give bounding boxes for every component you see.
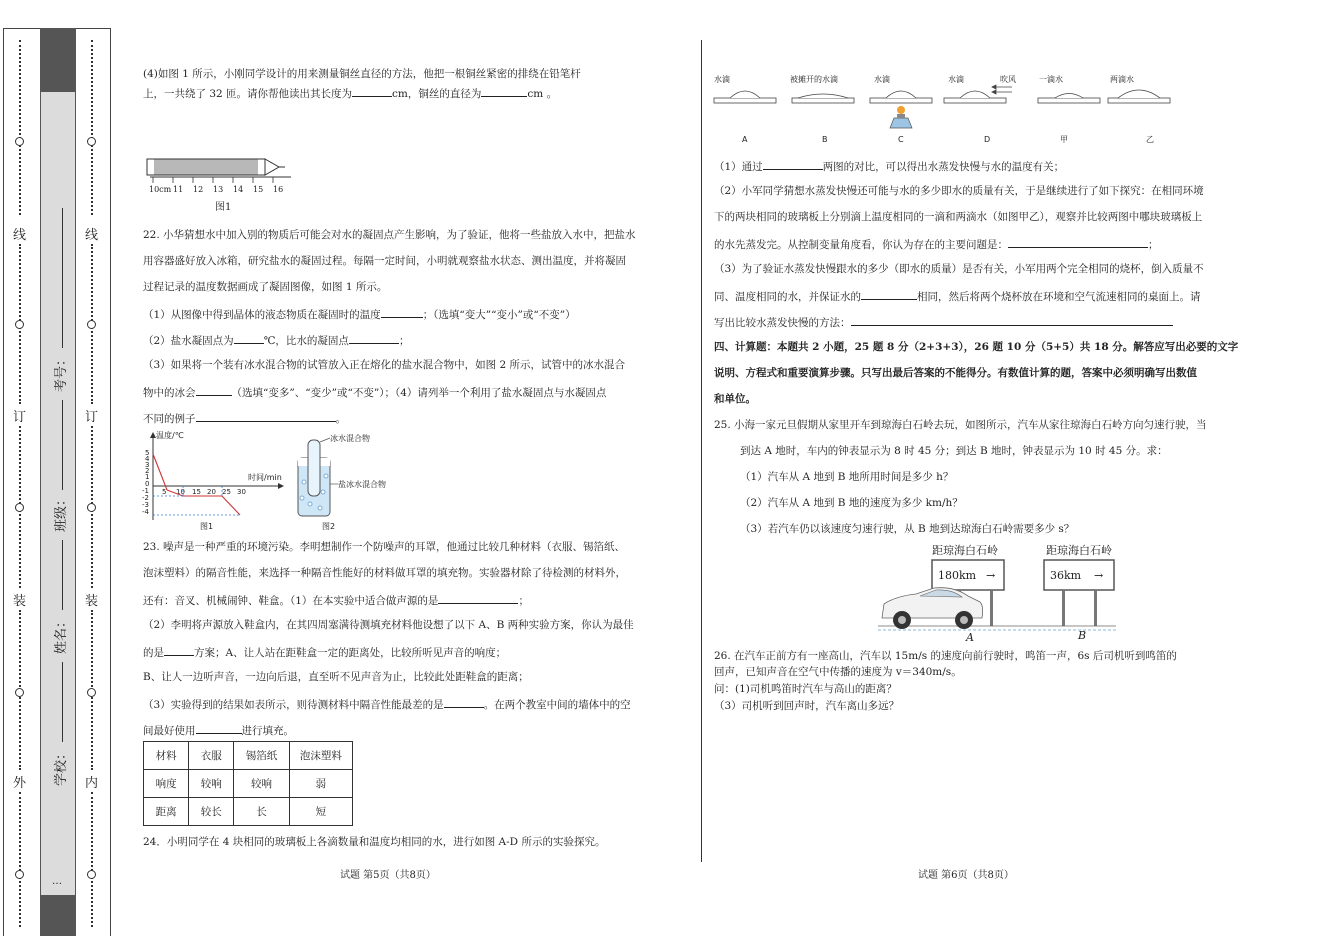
label-zhuang-inner: 装 bbox=[85, 594, 99, 609]
q23-l1: 23. 噪声是一种严重的环境污染。李明想制作一个防噪声的耳罩，他通过比较几种材料（衣服、锡箔纸、 bbox=[143, 541, 626, 553]
dotted-line bbox=[91, 792, 93, 927]
q26-l1: 26. 在汽车正前方有一座高山，汽车以 15m/s 的速度向前行驶时，鸣笛一声，6s 后司机听到鸣笛的 bbox=[714, 650, 1177, 662]
table-row bbox=[144, 770, 353, 798]
graph-caption: 图1 bbox=[200, 522, 214, 531]
binding-gray-band bbox=[40, 28, 76, 936]
table-cell: 长 bbox=[234, 798, 289, 826]
blank-q22-2b[interactable] bbox=[349, 333, 399, 344]
y-tick: 0 bbox=[145, 480, 150, 488]
x-tick: 30 bbox=[237, 488, 246, 496]
q25-s2: （2）汽车从 A 地到 B 地的速度为多少 km/h？ bbox=[740, 497, 963, 509]
label-ding-inner: 订 bbox=[85, 410, 99, 425]
q26-l2: 回声，已知声音在空气中传播的速度为 v＝340m/s。 bbox=[714, 666, 962, 678]
field-kaohao: 考号： bbox=[54, 352, 69, 392]
fig2-caption: 图2 bbox=[322, 522, 336, 531]
ruler-tick: 14 bbox=[233, 185, 244, 194]
label-wai: 外 bbox=[13, 776, 27, 791]
fig-caption: 乙 bbox=[1146, 135, 1154, 144]
table-cell: 较响 bbox=[234, 770, 289, 798]
q22-line2: 用容器盛好放入冰箱，研究盐水的凝固过程。每隔一定时间，小明就观察盐水状态、测出温度，并将凝固 bbox=[143, 255, 626, 267]
q23-l3: 还有：音叉、机械闹钟、鞋盒。（1）在本实验中适合做声源的是 ； bbox=[143, 595, 529, 607]
field-xingming-line[interactable] bbox=[62, 540, 63, 610]
x-tick: 10 bbox=[176, 488, 185, 496]
q23-l2: 泡沫塑料）的隔音性能，来选择一种隔音性能好的材料做耳罩的填充物。实验器材除了待检测的材料外， bbox=[143, 567, 626, 579]
q25-s1: （1）汽车从 A 地到 B 地所用时间是多少 h？ bbox=[740, 471, 954, 483]
fig-caption: A bbox=[742, 135, 748, 144]
q22-s2: （2）盐水凝固点为 ℃，比水的凝固点 ； bbox=[143, 335, 410, 347]
y-tick: 3 bbox=[145, 461, 150, 469]
blank-q22-2a[interactable] bbox=[234, 333, 264, 344]
field-xuexiao-line[interactable] bbox=[62, 662, 63, 742]
binding-dark-top bbox=[40, 28, 76, 92]
blank-q22-4[interactable] bbox=[196, 411, 336, 422]
q24-s2-l1: （2）小军同学猜想水蒸发快慢还可能与水的多少即水的质量有关，于是继续进行了如下探究：在相同环境 bbox=[714, 185, 1204, 197]
circle-mark bbox=[87, 688, 96, 697]
fig-top-label: 水滴 bbox=[874, 75, 890, 84]
blank-q22-1[interactable] bbox=[381, 307, 423, 318]
fig2-label-top: 冰水混合物 bbox=[330, 434, 370, 443]
point-b-label: B bbox=[1078, 629, 1087, 642]
q24-s3-l1: （3）为了验证水蒸发快慢跟水的多少（即水的质量）是否有关，小军用两个完全相同的烧杯，倒入质量不 bbox=[714, 263, 1204, 275]
fig-top-label: 一滴水 bbox=[1039, 75, 1063, 84]
table-cell: 响度 bbox=[144, 770, 189, 798]
x-tick: 15 bbox=[192, 488, 201, 496]
q25-l2: 到达 A 地时，车内的钟表显示为 8 时 45 分；到达 B 地时，钟表显示为 10 时 45 分。求： bbox=[740, 445, 1168, 457]
graph-xlabel: 时间/min bbox=[248, 473, 282, 482]
q22-line1: 22. 小华猜想水中加入别的物质后可能会对水的凝固点产生影响，为了验证，他将一些盐放入水中，把盐水 bbox=[143, 229, 636, 241]
field-xingming: 姓名： bbox=[54, 614, 69, 654]
arrow-icon: → bbox=[986, 569, 996, 582]
table-row bbox=[144, 798, 353, 826]
blank-q22-3[interactable] bbox=[196, 385, 232, 396]
label-nei: 内 bbox=[85, 776, 99, 791]
blank-q24-2[interactable] bbox=[1008, 237, 1148, 248]
column-divider bbox=[701, 40, 702, 862]
fig2-label-mid: 盐冰水混合物 bbox=[338, 480, 386, 489]
cooling-curve bbox=[153, 454, 240, 515]
table-cell: 短 bbox=[289, 798, 352, 826]
ruler-tick: 13 bbox=[213, 185, 224, 194]
section4-l2: 说明、方程式和重要演算步骤。只写出最后答案的不能得分。有数值计算的题，答案中必须明确写出数值 bbox=[714, 367, 1197, 379]
label-zhuang-outer: 装 bbox=[13, 594, 27, 609]
circle-mark bbox=[15, 137, 24, 146]
blank-q24-1[interactable] bbox=[763, 159, 823, 170]
q21-4-line1: (4)如图 1 所示，小刚同学设计的用来测量铜丝直径的方法，他把一根铜丝紧密的排绕在铅笔杆 bbox=[143, 68, 581, 80]
q25-l1: 25. 小海一家元旦假期从家里开车到琼海白石岭去玩，如图所示，汽车从家往琼海白石岭方向匀速行驶，当 bbox=[714, 419, 1207, 431]
sign-a-top: 距琼海白石岭 bbox=[932, 544, 998, 557]
blank-q23-2[interactable] bbox=[164, 645, 194, 656]
blank-q23-3[interactable] bbox=[444, 697, 484, 708]
sign-b-value: 36km bbox=[1050, 569, 1082, 582]
blank-length[interactable] bbox=[352, 86, 392, 97]
fig-top-label: 水滴 bbox=[948, 75, 964, 84]
q23-l4: （2）李明将声源放入鞋盒内，在其四周塞满待测填充材料他设想了以下 A、B 两种实验方案，你认为最佳 bbox=[143, 619, 634, 631]
blank-q23-1[interactable] bbox=[438, 593, 518, 604]
ruler-tick: 11 bbox=[173, 185, 184, 194]
y-tick: 5 bbox=[145, 449, 150, 457]
y-tick: 4 bbox=[145, 455, 150, 463]
q24-s1: （1）通过 两图的对比，可以得出水蒸发快慢与水的温度有关； bbox=[714, 161, 1065, 173]
x-tick: 25 bbox=[222, 488, 231, 496]
graph-ylabel: 温度/℃ bbox=[156, 431, 184, 440]
section4-l3: 和单位。 bbox=[714, 393, 756, 405]
q23-l7: （3）实验得到的结果如表所示，则待测材料中隔音性能最差的是 。在两个教室中间的墙体中的空 bbox=[143, 699, 631, 711]
q23-l8: 间最好使用 进行填充。 bbox=[143, 725, 294, 737]
sign-b-top: 距琼海白石岭 bbox=[1046, 544, 1112, 557]
y-tick: -3 bbox=[142, 501, 149, 509]
table-cell: 弱 bbox=[289, 770, 352, 798]
fig-caption: B bbox=[822, 135, 828, 144]
label-ding-outer: 订 bbox=[13, 410, 27, 425]
fig1-caption: 图1 bbox=[215, 202, 232, 213]
ruler-tick: 12 bbox=[193, 185, 204, 194]
table-header-cell: 衣服 bbox=[189, 742, 234, 770]
field-banji-line[interactable] bbox=[62, 400, 63, 490]
circle-mark bbox=[87, 503, 96, 512]
y-tick: -4 bbox=[142, 508, 149, 516]
evaporation-figure bbox=[712, 70, 1182, 148]
q22-s3-line3: 不同的例子 。 bbox=[143, 413, 346, 425]
materials-table bbox=[143, 741, 353, 826]
table-header-cell: 锡箔纸 bbox=[234, 742, 289, 770]
circle-mark bbox=[87, 320, 96, 329]
q22-s3-line1: （3）如果将一个装有冰水混合物的试管放入正在熔化的盐水混合物中，如图 2 所示，试管中的冰水混合 bbox=[143, 359, 626, 371]
q26-l3: 问：(1)司机鸣笛时汽车与高山的距离？ bbox=[714, 683, 897, 695]
q24-s2-l2: 下的两块相同的玻璃板上分别滴上温度相同的一滴和两滴水（如图甲乙），观察并比较两图中哪块玻璃板上 bbox=[714, 211, 1203, 223]
y-tick: -2 bbox=[142, 494, 149, 502]
y-tick: -1 bbox=[142, 487, 149, 495]
field-xuexiao: 学校： bbox=[54, 746, 69, 786]
dotted-line bbox=[19, 792, 21, 927]
point-a-label: A bbox=[966, 631, 974, 644]
table-cell: 距离 bbox=[144, 798, 189, 826]
table-header-cell: 材料 bbox=[144, 742, 189, 770]
solidification-graph bbox=[140, 428, 290, 534]
q22-s1: （1）从图像中得到晶体的液态物质在凝固时的温度 ；（选填“变大”“变小”或“不变”） bbox=[143, 309, 576, 321]
table-cell: 较响 bbox=[189, 770, 234, 798]
blow-label: 吹风 bbox=[1000, 75, 1016, 84]
blank-diameter[interactable] bbox=[481, 86, 527, 97]
blank-q24-4[interactable] bbox=[851, 315, 1173, 326]
ruler-tick: 10cm bbox=[149, 185, 172, 194]
ruler-figure bbox=[145, 155, 295, 213]
fig-caption: 甲 bbox=[1060, 135, 1068, 144]
binding-dark-bottom bbox=[40, 895, 76, 936]
q24-s2-l3: 的水先蒸发完。从控制变量角度看，你认为存在的主要问题是： ； bbox=[714, 239, 1159, 251]
circle-mark bbox=[15, 320, 24, 329]
ruler-tick: 16 bbox=[273, 185, 284, 194]
table-header-row bbox=[144, 742, 353, 770]
label-xian-inner: 线 bbox=[85, 228, 99, 243]
circle-mark bbox=[15, 870, 24, 879]
blank-q24-3[interactable] bbox=[861, 289, 917, 300]
dotted-line bbox=[19, 40, 21, 215]
fig-top-label: 水滴 bbox=[714, 75, 730, 84]
blank-q23-4[interactable] bbox=[196, 723, 242, 734]
y-tick: 1 bbox=[145, 473, 150, 481]
q22-s3-line2: 物中的冰会 （选填“变多”、“变少”或“不变”）；（4）请列举一个利用了盐水凝固点与水凝固点 bbox=[143, 387, 607, 399]
q23-l6: B、让人一边听声音，一边向后退，直至听不见声音为止，比较此处距鞋盒的距离； bbox=[143, 671, 529, 683]
circle-mark bbox=[87, 137, 96, 146]
circle-mark bbox=[87, 870, 96, 879]
footer-page6: 试题 第6页（共8页） bbox=[918, 870, 1014, 881]
q26-l4: （3）司机听到回声时，汽车离山多远？ bbox=[714, 700, 900, 712]
q24-s3-l2: 同、温度相同的水，并保证水的 相同，然后将两个烧杯放在环境和空气流速相同的桌面上。请 bbox=[714, 291, 1201, 303]
y-tick: 2 bbox=[145, 467, 150, 475]
circle-mark bbox=[15, 503, 24, 512]
circle-mark bbox=[15, 688, 24, 697]
q21-4-line2: 上，一共绕了 32 匝。请你帮他读出其长度为 cm，铜丝的直径为 cm 。 bbox=[143, 88, 558, 100]
field-banji: 班级： bbox=[54, 492, 69, 532]
road-signs-figure bbox=[876, 540, 1126, 644]
q25-s3: （3）若汽车仍以该速度匀速行驶，从 B 地到达琼海白石岭需要多少 s？ bbox=[740, 523, 1075, 535]
q24-s3-l3: 写出比较水蒸发快慢的方法： bbox=[714, 315, 1173, 330]
q22-line3: 过程记录的温度数据画成了凝固图像，如图 1 所示。 bbox=[143, 281, 388, 293]
footer-page5: 试题 第5页（共8页） bbox=[340, 870, 436, 881]
q23-l5: 的是 方案；A、让人站在距鞋盒一定的距离处，比较所听见声音的响度； bbox=[143, 647, 507, 659]
dotted-line bbox=[91, 40, 93, 215]
table-cell: 较长 bbox=[189, 798, 234, 826]
fig-caption: C bbox=[898, 135, 904, 144]
field-kaohao-line[interactable] bbox=[62, 208, 63, 348]
section4-l1: 四、计算题：本题共 2 小题，25 题 8 分（2+3+3），26 题 10 分（5+5）共 18 分。解答应写出必要的文字 bbox=[714, 341, 1239, 353]
table-header-cell: 泡沫塑料 bbox=[289, 742, 352, 770]
sign-a-value: 180km bbox=[938, 569, 977, 582]
dots: … bbox=[52, 876, 62, 887]
x-tick: 5 bbox=[162, 488, 167, 496]
label-xian-outer: 线 bbox=[13, 228, 27, 243]
ruler-tick: 15 bbox=[253, 185, 264, 194]
fig-caption: D bbox=[984, 135, 991, 144]
fig-top-label: 两滴水 bbox=[1110, 75, 1134, 84]
x-tick: 20 bbox=[207, 488, 216, 496]
beaker-figure bbox=[290, 432, 400, 534]
arrow-icon: → bbox=[1094, 569, 1104, 582]
fig-top-label: 被摊开的水滴 bbox=[790, 75, 838, 84]
q24-l1: 24．小明同学在 4 块相同的玻璃板上各滴数量和温度均相同的水，进行如图 A-D 所示的实验探究。 bbox=[143, 836, 606, 848]
